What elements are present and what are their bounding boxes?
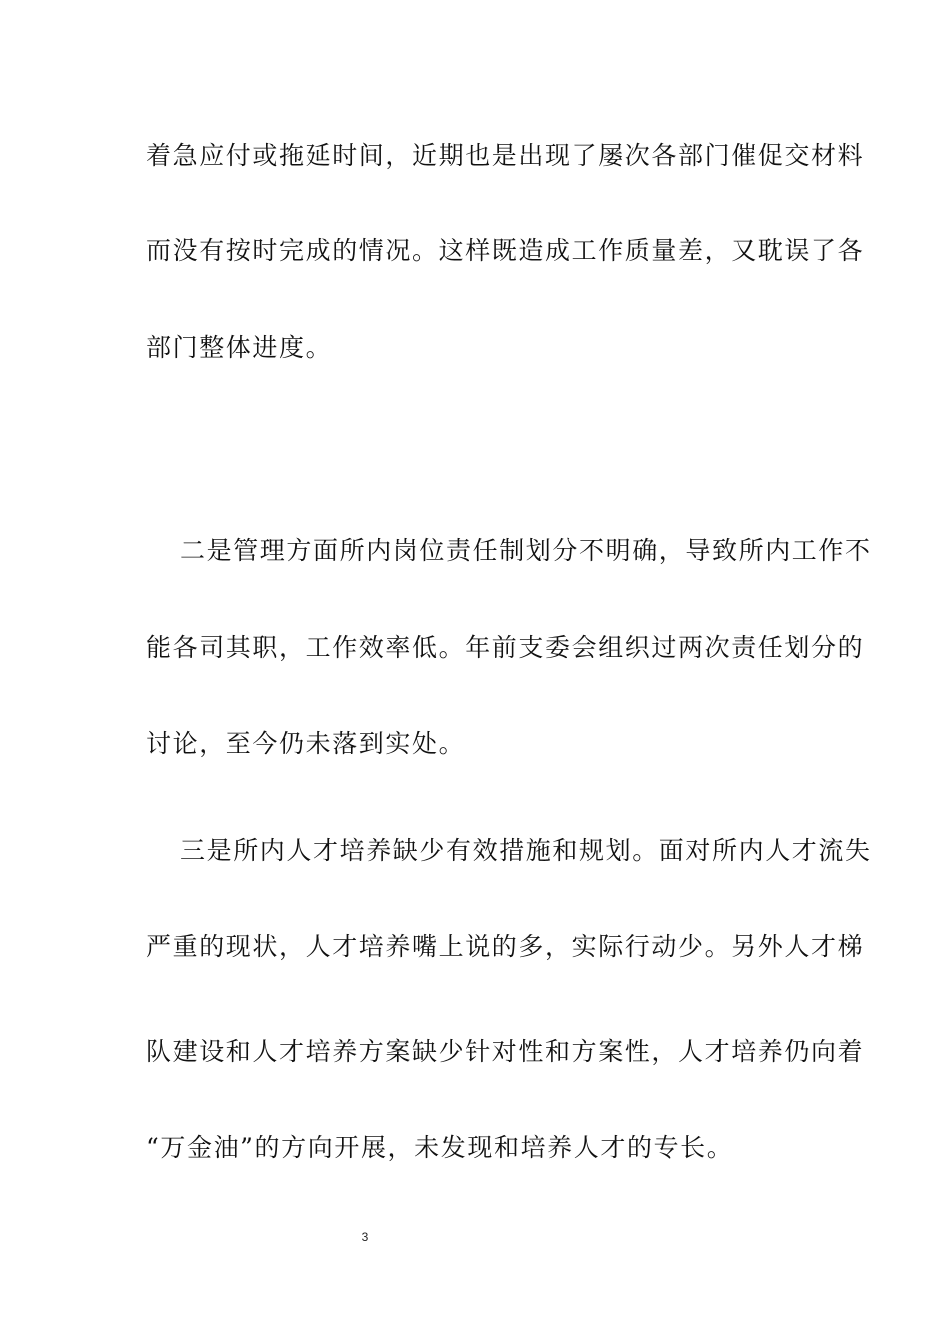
text-line: 三是所内人才培养缺少有效措施和规划。面对所内人才流失	[180, 836, 872, 865]
text-line: 队建设和人才培养方案缺少针对性和方案性，人才培养仍向着	[146, 1037, 865, 1066]
text-line: 能各司其职，工作效率低。年前支委会组织过两次责任划分的	[146, 633, 865, 662]
text-line: 讨论，至今仍未落到实处。	[146, 729, 466, 758]
text-line: 着急应付或拖延时间，近期也是出现了屡次各部门催促交材料	[146, 141, 865, 170]
text-line: 二是管理方面所内岗位责任制划分不明确，导致所内工作不	[180, 536, 872, 565]
page-number: 3	[361, 1230, 369, 1244]
text-line: 部门整体进度。	[146, 333, 333, 362]
text-line: 而没有按时完成的情况。这样既造成工作质量差，又耽误了各	[146, 236, 865, 265]
text-line: 严重的现状，人才培养嘴上说的多，实际行动少。另外人才梯	[146, 932, 865, 961]
text-line: “万金油”的方向开展，未发现和培养人才的专长。	[146, 1133, 734, 1162]
